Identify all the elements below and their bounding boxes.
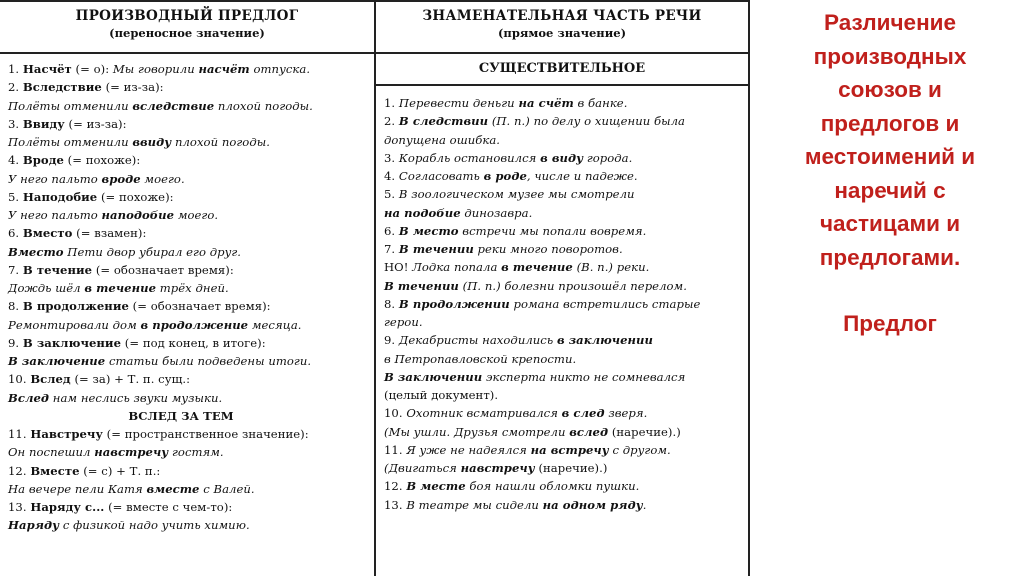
text-segment: зверя. bbox=[604, 406, 648, 421]
text-segment: 11. bbox=[8, 427, 31, 441]
text-line bbox=[384, 185, 748, 203]
text-line bbox=[8, 352, 374, 370]
text-line bbox=[384, 149, 748, 167]
text-segment: романа встретились старые bbox=[509, 296, 701, 311]
text-line bbox=[8, 407, 374, 425]
text-segment: Наряду с... bbox=[30, 500, 105, 514]
noun-subheading: СУЩЕСТВИТЕЛЬНОЕ bbox=[376, 54, 748, 86]
text-line bbox=[384, 404, 748, 422]
text-segment: Вслед bbox=[30, 372, 71, 387]
text-segment: моего. bbox=[140, 171, 185, 186]
text-segment: допущена ошибка. bbox=[384, 132, 501, 147]
slide-heading-line: производных bbox=[813, 43, 967, 69]
text-line bbox=[384, 258, 748, 276]
text-segment: 2. bbox=[384, 114, 399, 129]
text-segment: . bbox=[642, 497, 647, 512]
text-segment: 13. bbox=[384, 497, 407, 512]
text-segment: 11. bbox=[384, 442, 407, 457]
text-segment: города. bbox=[583, 150, 633, 165]
text-segment: 9. bbox=[8, 335, 23, 350]
text-segment: нам неслись звуки музыки. bbox=[49, 390, 223, 405]
text-segment: в течение bbox=[84, 281, 157, 295]
text-segment: в Петропавловской крепости. bbox=[384, 351, 577, 366]
text-segment: 12. bbox=[384, 479, 407, 494]
text-segment: навстречу bbox=[460, 461, 535, 475]
text-segment: Дождь шёл bbox=[8, 281, 85, 295]
text-segment: встречи мы попали вовремя. bbox=[458, 223, 647, 238]
text-segment: 3. bbox=[8, 116, 23, 131]
text-segment: насчёт bbox=[198, 62, 250, 76]
text-segment: (= пространственное значение): bbox=[102, 427, 309, 441]
text-segment: статьи были подведены итоги. bbox=[105, 354, 312, 368]
text-line bbox=[8, 78, 374, 96]
text-segment: У него пальто bbox=[8, 208, 102, 222]
text-line bbox=[384, 94, 748, 112]
text-line bbox=[8, 462, 374, 480]
text-line bbox=[8, 279, 374, 297]
text-segment: 1. bbox=[8, 62, 23, 76]
text-segment: на одном ряду bbox=[542, 497, 643, 512]
text-segment: В течение bbox=[22, 262, 93, 277]
text-segment: В течении bbox=[398, 242, 474, 256]
slide-heading-line: Различение bbox=[823, 10, 957, 35]
text-segment: месяца. bbox=[248, 317, 302, 332]
right-column-subtitle: (прямое значение) bbox=[497, 26, 627, 40]
notional-part-column bbox=[376, 2, 750, 576]
text-line bbox=[384, 240, 748, 258]
text-segment: 9. bbox=[384, 333, 399, 348]
text-line bbox=[384, 496, 748, 514]
text-line bbox=[8, 480, 374, 498]
text-segment: В заключении bbox=[384, 369, 483, 384]
text-segment: (= о): bbox=[71, 62, 113, 76]
text-segment: (= похоже): bbox=[63, 153, 141, 168]
text-segment: (Двигаться bbox=[384, 461, 461, 475]
text-segment: (П. п.) болезни произошёл перелом. bbox=[458, 278, 687, 293]
text-line bbox=[384, 295, 748, 313]
text-segment: в течение bbox=[501, 260, 573, 275]
text-segment: 5. bbox=[384, 187, 399, 202]
text-segment: (= обозначает время): bbox=[128, 299, 271, 314]
text-line bbox=[8, 370, 374, 388]
text-line bbox=[8, 188, 374, 206]
text-segment: вместе bbox=[146, 481, 200, 496]
text-line bbox=[8, 243, 374, 261]
text-segment: Ремонтировали дом bbox=[8, 317, 141, 332]
text-line bbox=[8, 297, 374, 315]
text-line bbox=[8, 498, 374, 516]
text-line bbox=[384, 222, 748, 240]
text-segment: Пети двор убирал его друг. bbox=[63, 244, 241, 259]
text-segment: На вечере пели Катя bbox=[8, 481, 147, 496]
text-line bbox=[8, 443, 374, 461]
text-segment: Перевести деньги bbox=[398, 96, 519, 110]
text-segment: Наряду bbox=[8, 518, 60, 533]
text-segment: 8. bbox=[8, 299, 23, 314]
text-line bbox=[384, 131, 748, 149]
text-segment: 5. bbox=[8, 189, 23, 204]
text-line bbox=[8, 170, 374, 188]
text-segment: Согласовать bbox=[398, 169, 484, 183]
text-segment: (= вместе с чем-то): bbox=[104, 500, 233, 514]
text-segment: Мы говорили bbox=[112, 62, 199, 76]
text-segment: (= обозначает время): bbox=[92, 262, 234, 277]
text-segment: на встречу bbox=[530, 442, 609, 457]
text-segment: вследствие bbox=[132, 98, 215, 113]
text-line bbox=[8, 115, 374, 133]
text-segment: (П. п.) по делу о хищении была bbox=[488, 114, 686, 129]
text-segment: с Валей. bbox=[199, 481, 255, 496]
text-segment: (= под конец, в итоге): bbox=[121, 335, 266, 350]
text-segment: трёх дней. bbox=[156, 281, 229, 295]
text-segment: вроде bbox=[101, 171, 141, 186]
slide-heading-line: частицами и bbox=[819, 211, 961, 236]
slide-heading-line: предлогов и bbox=[820, 110, 960, 136]
text-segment: Корабль остановился bbox=[398, 150, 541, 165]
text-segment: боя нашли обломки пушки. bbox=[465, 479, 640, 494]
slide-heading bbox=[762, 6, 1018, 274]
left-column-lines bbox=[0, 54, 374, 535]
text-segment: 13. bbox=[8, 500, 31, 514]
text-segment: (Мы ушли. Друзья смотрели bbox=[384, 424, 570, 439]
text-segment: 4. bbox=[8, 153, 23, 168]
text-segment: эксперта никто не сомневался bbox=[482, 369, 686, 384]
right-column-title: ЗНАМЕНАТЕЛЬНАЯ ЧАСТЬ РЕЧИ bbox=[422, 8, 702, 24]
left-column-title: ПРОИЗВОДНЫЙ ПРЕДЛОГ bbox=[75, 8, 299, 24]
text-line bbox=[384, 477, 748, 495]
text-segment: навстречу bbox=[94, 445, 169, 460]
right-column-lines bbox=[376, 86, 748, 514]
text-segment: В продолжение bbox=[22, 299, 129, 314]
text-segment: 12. bbox=[8, 463, 31, 478]
text-line bbox=[8, 206, 374, 224]
text-line bbox=[384, 167, 748, 185]
text-segment: (= с) + Т. п.: bbox=[79, 463, 161, 478]
text-segment: 7. bbox=[384, 242, 399, 256]
text-segment: плохой погоды. bbox=[214, 98, 313, 113]
text-segment: наподобие bbox=[101, 208, 175, 222]
text-segment: В продолжении bbox=[398, 296, 510, 311]
text-segment: в банке. bbox=[573, 96, 628, 110]
section-label: ВСЛЕД ЗА ТЕМ bbox=[128, 408, 234, 423]
text-segment: Вследствие bbox=[22, 80, 102, 95]
text-segment: Навстречу bbox=[30, 427, 103, 441]
text-segment: 6. bbox=[8, 226, 23, 241]
text-line bbox=[384, 441, 748, 459]
text-line bbox=[384, 459, 748, 477]
text-segment: отпуска. bbox=[249, 62, 311, 76]
text-segment: динозавра. bbox=[460, 205, 533, 220]
text-segment: Вместо bbox=[8, 244, 64, 259]
text-segment: ввиду bbox=[132, 135, 172, 149]
text-segment: моего. bbox=[174, 208, 219, 222]
text-segment: В заключение bbox=[22, 335, 122, 350]
text-line bbox=[8, 151, 374, 169]
text-line bbox=[384, 313, 748, 331]
text-segment: (= похоже): bbox=[97, 189, 174, 204]
text-segment: Вслед bbox=[8, 390, 50, 405]
text-segment: 8. bbox=[384, 296, 399, 311]
text-segment: Вместе bbox=[30, 463, 80, 478]
text-segment: с другом. bbox=[608, 442, 671, 457]
text-line bbox=[8, 425, 374, 443]
text-segment: В театре мы сидели bbox=[406, 497, 543, 512]
text-segment: 1. bbox=[384, 96, 399, 110]
text-segment: Насчёт bbox=[22, 62, 72, 76]
text-segment: (целый документ). bbox=[384, 388, 499, 402]
text-segment: 2. bbox=[8, 80, 23, 95]
text-line bbox=[8, 97, 374, 115]
text-segment: 10. bbox=[8, 372, 31, 387]
text-segment: Наподобие bbox=[22, 189, 98, 204]
text-segment: Вместо bbox=[22, 226, 73, 241]
text-segment: (В. п.) реки. bbox=[572, 260, 650, 275]
text-segment: Он поспешил bbox=[8, 445, 95, 460]
text-segment: (= за) + Т. п. сущ.: bbox=[70, 372, 191, 387]
text-segment: Я уже не надеялся bbox=[406, 442, 531, 457]
text-segment: 10. bbox=[384, 406, 407, 421]
text-segment: Декабристы находились bbox=[398, 333, 557, 348]
text-segment: В течении bbox=[384, 278, 459, 293]
text-line bbox=[8, 60, 374, 78]
text-segment: 4. bbox=[384, 169, 399, 183]
slide-heading-line: союзов и bbox=[838, 77, 942, 102]
text-line bbox=[384, 112, 748, 130]
slide-topic: Предлог bbox=[843, 311, 937, 336]
text-line bbox=[384, 423, 748, 441]
text-segment: В зоологическом музее мы смотрели bbox=[398, 187, 635, 202]
text-segment: (= взамен): bbox=[72, 226, 147, 241]
text-segment: герои. bbox=[384, 315, 423, 329]
right-column-header bbox=[376, 2, 748, 54]
text-segment: в роде bbox=[483, 169, 527, 183]
text-segment: Ввиду bbox=[22, 116, 65, 131]
text-line bbox=[8, 224, 374, 242]
left-column-header bbox=[0, 2, 374, 54]
text-line bbox=[8, 389, 374, 407]
text-segment: 3. bbox=[384, 150, 399, 165]
text-segment: в след bbox=[561, 406, 605, 421]
text-segment: Вроде bbox=[22, 153, 64, 168]
text-line bbox=[8, 261, 374, 279]
text-line bbox=[8, 516, 374, 534]
text-line bbox=[384, 277, 748, 295]
text-segment: вслед bbox=[569, 424, 609, 439]
text-segment: в заключении bbox=[556, 333, 654, 348]
text-segment: В месте bbox=[406, 479, 466, 494]
text-segment: реки много поворотов. bbox=[473, 242, 623, 256]
text-segment: 7. bbox=[8, 262, 23, 277]
text-segment: в виду bbox=[540, 150, 584, 165]
text-segment: гостям. bbox=[168, 445, 224, 460]
text-segment: Полёты отменили bbox=[8, 135, 133, 149]
text-segment: , числе и падеже. bbox=[526, 169, 638, 183]
text-segment: Полёты отменили bbox=[8, 98, 133, 113]
text-line bbox=[384, 331, 748, 349]
slide-heading-line: наречий с bbox=[834, 177, 946, 203]
slide-heading-line: предлогами. bbox=[819, 244, 961, 270]
text-segment: В место bbox=[398, 223, 459, 238]
text-line bbox=[384, 350, 748, 368]
text-line bbox=[8, 133, 374, 151]
left-column-subtitle: (переносное значение) bbox=[109, 26, 265, 40]
text-segment: плохой погоды. bbox=[171, 135, 270, 149]
text-segment: Лодка попала bbox=[412, 260, 502, 275]
text-segment: (наречие).) bbox=[608, 424, 681, 439]
derived-preposition-column bbox=[0, 2, 376, 576]
text-segment: Охотник всматривался bbox=[406, 406, 562, 421]
text-line bbox=[8, 316, 374, 334]
text-segment: на подобие bbox=[384, 205, 461, 220]
text-segment: в продолжение bbox=[140, 317, 249, 332]
text-segment: (= из-за): bbox=[64, 116, 127, 131]
text-segment: 6. bbox=[384, 223, 399, 238]
text-line bbox=[384, 204, 748, 222]
text-segment: (= из-за): bbox=[101, 80, 164, 95]
text-segment: В заключение bbox=[8, 354, 106, 368]
text-line bbox=[8, 334, 374, 352]
text-segment: В следствии bbox=[398, 114, 489, 129]
text-segment: НО! bbox=[384, 260, 413, 275]
text-line bbox=[384, 368, 748, 386]
spacer bbox=[762, 274, 1018, 307]
text-line bbox=[384, 386, 748, 404]
text-segment: на счёт bbox=[518, 96, 574, 110]
slide-title-panel bbox=[762, 6, 1018, 341]
text-segment: с физикой надо учить химию. bbox=[59, 518, 250, 533]
slide-heading-line: местоимений и bbox=[804, 144, 976, 169]
text-segment: У него пальто bbox=[8, 171, 102, 186]
text-segment: (наречие).) bbox=[534, 461, 608, 475]
